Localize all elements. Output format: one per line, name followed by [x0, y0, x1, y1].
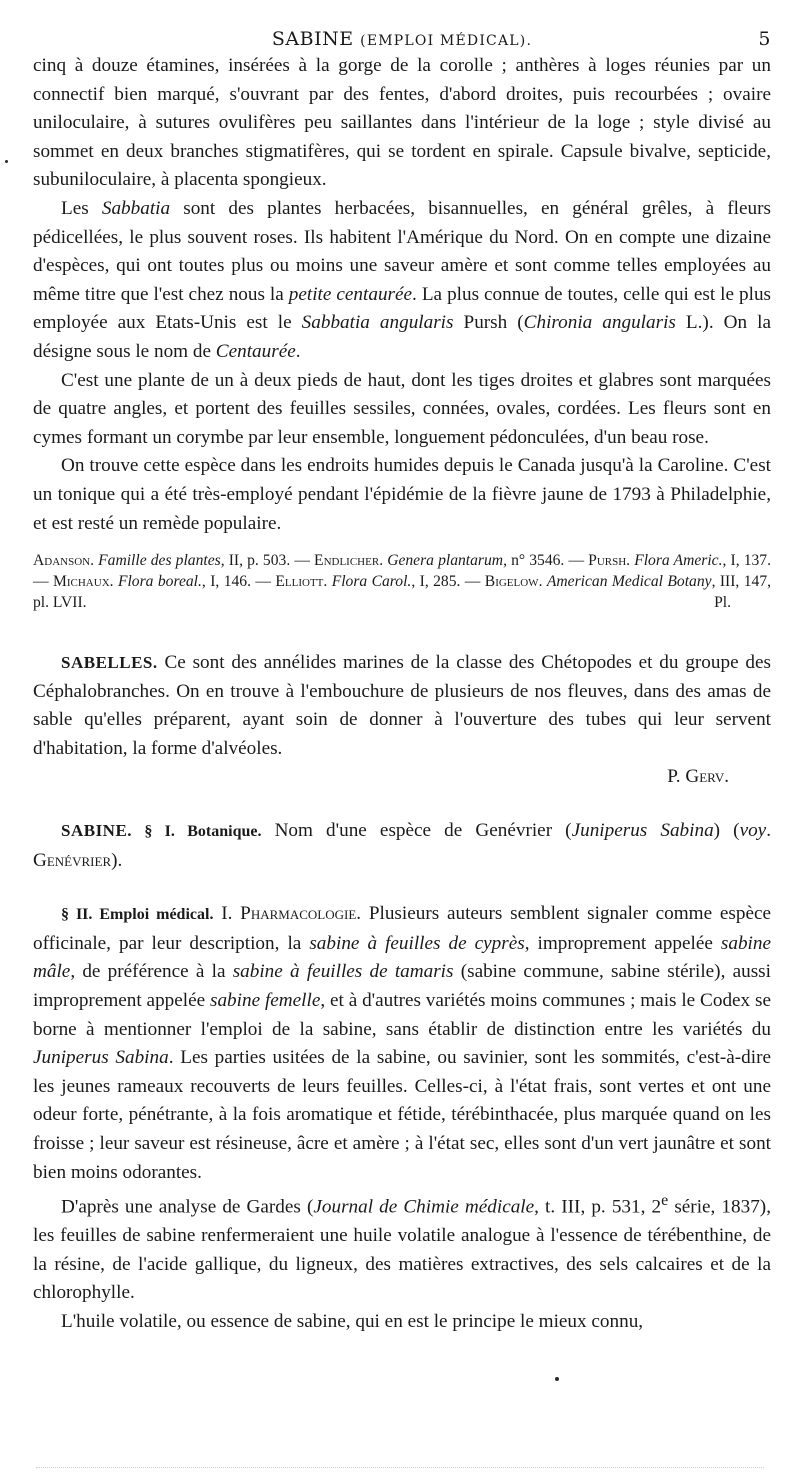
spacer — [33, 875, 771, 900]
work-title: Famille des plantes — [98, 552, 221, 570]
italic-term: voy — [739, 820, 767, 842]
text-run: . La plus connue de toutes, celle qui est le plus employée aux Etats-Unis est le — [33, 283, 772, 334]
paragraph-emploi-medical — [33, 900, 771, 1187]
text-run: , de préférence à la — [70, 961, 233, 983]
author-signature: Pl. — [714, 594, 731, 612]
text-run: sont des plantes herbacées, bisannuelles, en général grêles, à fleurs pédicellées, le plus souvent roses. Ils habitent l'Amérique du Nord. On en compte une dizaine d'espèces, qui ont toutes plus ou moins une saveur amère et sont comme telles employées au même titre que l'est chez nous la — [33, 197, 771, 305]
text-run: , n° 3546. — — [503, 552, 589, 570]
text-run: . — [90, 552, 99, 570]
text-run: Les — [61, 197, 102, 219]
page — [33, 20, 771, 1337]
paragraph-gardes-analysis — [33, 1187, 771, 1308]
italic-term: Centaurée — [215, 340, 296, 362]
ink-speck — [555, 1377, 559, 1381]
text-run: . — [323, 573, 332, 591]
subsection-label: Pharmacologie — [240, 903, 357, 925]
running-title-main: SABINE — [271, 28, 354, 50]
paragraph-habitat: On trouve cette espèce dans les endroits humides depuis le Canada jusqu'à la Caroline. C'est un tonique qui a été très-employé pendant l'épidémie de la fièvre jaune de 1793 à Philadelphie, et est resté un remède populaire. — [33, 455, 771, 534]
italic-term: sabine femelle — [210, 990, 321, 1012]
text-run: , t. III, p. 531, 2 — [534, 1196, 662, 1218]
text-run: . — [766, 820, 771, 842]
entry-sabine — [33, 817, 771, 875]
section-heading: § I. Botanique. — [132, 823, 262, 841]
text-run: Ce sont des annélides marines de la classe des Chétopodes et du groupe des Céphalobranches. On en trouve à l'embouchure de plusieurs de nos fleuves, dans des amas de sable qu'elles préparent, ayant soin de donner à l'ouverture des tubes qui leur servent d'habitation, la forme d'alvéoles. — [33, 652, 771, 759]
text-run: . Plusieurs auteurs semblent signaler comme espèce officinale, par leur description, la — [33, 903, 772, 954]
italic-term: Chironia angularis — [523, 312, 676, 334]
work-title: Genera plantarum — [387, 552, 504, 570]
italic-term: petite centaurée — [288, 283, 413, 305]
text-run: . — [538, 573, 547, 591]
author: Pursh — [588, 552, 627, 570]
work-title: American Medical Botany — [546, 573, 712, 591]
text-run: (sabine commune, sabine stérile), aussi improprement appelée — [33, 961, 771, 1012]
running-head — [33, 20, 771, 52]
text-run: , I, 285. — — [411, 573, 485, 591]
author: Elliott — [275, 573, 324, 591]
entry-headword: SABELLES. — [61, 653, 158, 673]
italic-term: Juniperus Sabina — [571, 820, 714, 842]
entry-sabelles — [33, 649, 771, 763]
work-title: Flora Americ. — [634, 552, 723, 570]
work-title: Flora Carol. — [331, 573, 412, 591]
author: Adanson — [33, 552, 91, 570]
text-run: I. — [213, 903, 241, 925]
ink-speck — [5, 160, 8, 163]
entry-headword: SABINE. — [61, 821, 133, 841]
paragraph-last-line: L'huile volatile, ou essence de sabine, qui en est le principe le mieux connu, — [61, 1310, 644, 1332]
spacer — [33, 613, 771, 649]
text-run: Pursh ( — [453, 312, 524, 334]
spacer — [33, 792, 771, 817]
italic-term: Sabbatia angularis — [301, 312, 454, 334]
bibliography — [33, 550, 771, 613]
text-run: , I, 137. — — [33, 552, 771, 591]
author: Endlicher — [314, 552, 380, 570]
italic-term: sabine à feuilles de tamaris — [232, 961, 454, 983]
author-signature — [33, 763, 771, 792]
text-run: . — [379, 552, 388, 570]
text-run: , III, 147, pl. LVII. — [33, 573, 772, 612]
text-run: , I, 146. — — [201, 573, 276, 591]
italic-term: Juniperus Sabina — [33, 1047, 169, 1069]
running-title — [33, 28, 771, 50]
italic-term: Sabbatia — [101, 197, 171, 219]
italic-term: Journal de Chimie médicale — [313, 1196, 535, 1218]
running-title-sub: (EMPLOI MÉDICAL). — [360, 33, 533, 49]
paragraph-plant-description: C'est une plante de un à deux pieds de haut, dont les tiges droites et glabres sont marquées de quatre angles, et portent des feuilles sessiles, connées, ovales, cordées. Les fleurs sont en cymes formant un corymbe par leur ensemble, longuement pédonculées, d'un beau rose. — [33, 369, 771, 448]
text-run: , improprement appelée — [524, 932, 721, 954]
text-run: . — [626, 552, 635, 570]
superscript: e — [661, 1192, 669, 1210]
text-run: Nom d'une espèce de Genévrier ( — [261, 820, 572, 842]
text-run: , II, p. 503. — — [220, 552, 315, 570]
section-heading: § II. Emploi médical. — [61, 906, 214, 924]
text-run: . Les parties usitées de la sabine, ou savinier, sont les sommités, c'est-à-dire les jeunes rameaux recouverts de leurs feuilles. Celles-ci, à l'état frais, sont vertes et ont une odeur forte, pénétrante, à la fois aromatique et fétide, térébinthacée, plus marquée quand on les froisse ; leur saveur est résineuse, âcre et amère ; à l'état sec, elles sont d'un vert jaunâtre et sont bien moins odorantes. — [33, 1047, 771, 1183]
paragraph-sabbatia — [33, 195, 771, 367]
author: Michaux — [53, 573, 110, 591]
text-run: série, 1837), les feuilles de sabine renfermeraient une huile volatile analogue à l'essence de térébenthine, de la résine, de l'acide gallique, du ligneux, des matières extractives, des sels calcaires et de la chlorophylle. — [33, 1196, 771, 1304]
text-run: , et à d'autres variétés moins communes ; mais le Codex se borne à mentionner l'emploi de la sabine, sans établir de distinction entre les variétés du — [33, 990, 771, 1040]
bleed-through-line — [36, 1467, 764, 1468]
text-run: ) ( — [713, 820, 740, 842]
author: Bigelow — [484, 573, 539, 591]
italic-term: sabine à feuilles de cyprès — [309, 932, 525, 954]
text-run: D'après une analyse de Gardes ( — [61, 1196, 314, 1218]
work-title: Flora boreal. — [117, 573, 202, 591]
signature-text: P. Gerv. — [667, 766, 729, 788]
text-run: . — [109, 573, 118, 591]
page-number: 5 — [758, 28, 771, 50]
italic-term: sabine mâle — [33, 932, 771, 983]
text-run: L.). On la désigne sous le nom de — [33, 312, 771, 362]
text-run: ). — [111, 849, 123, 871]
text-run: . — [295, 340, 301, 362]
cross-reference: Genévrier — [33, 849, 112, 871]
paragraph-description-continued: cinq à douze étamines, insérées à la gorge de la corolle ; anthères à loges réunies par un connectif bien marqué, s'ouvrant par des fentes, d'abord droites, puis recourbées ; ovaire uniloculaire, à sutures ovulifères peu saillantes dans l'intérieur de la loge ; style divisé au sommet en deux branches stigmatifères, qui se tordent en spirale. Capsule bivalve, septicide, subuniloculaire, à placenta spongieux. — [33, 55, 771, 191]
